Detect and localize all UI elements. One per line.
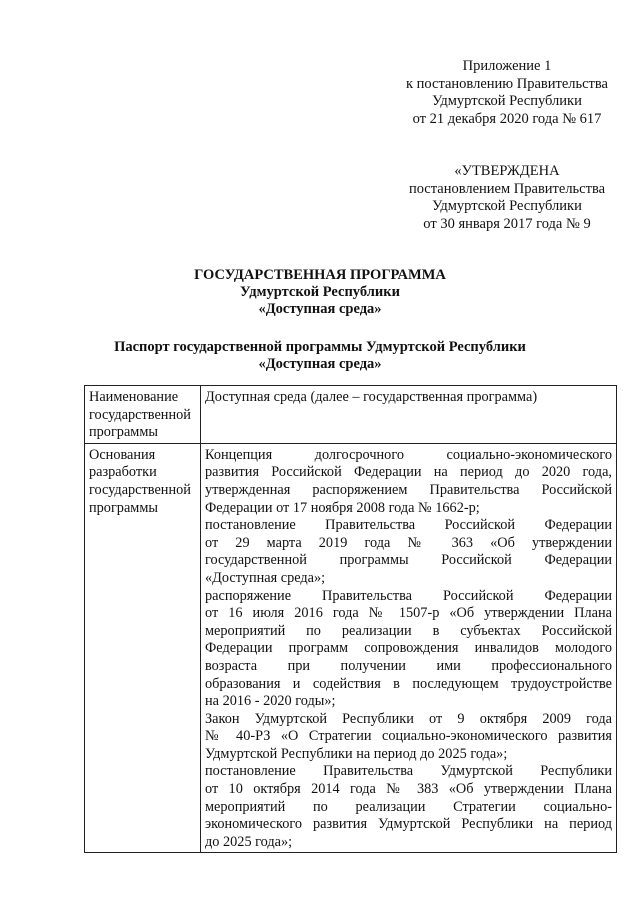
passport-table — [84, 385, 617, 853]
program-title-line-1: ГОСУДАРСТВЕННАЯ ПРОГРАММА — [194, 267, 446, 283]
approved-line-4: от 30 января 2017 года № 9 — [423, 215, 591, 232]
row2-label-line: разработки — [89, 464, 157, 481]
row2-value-line: развития Российской Федерации на период до 2020 года, — [205, 464, 612, 481]
row2-value-line: «Доступная среда»; — [205, 569, 326, 586]
row2-value-line: № 40-РЗ «О Стратегии социально-экономического развития — [205, 728, 612, 745]
row2-value-line: Федерации программ сопровождения инвалидов молодого — [205, 640, 612, 657]
row2-value-line: постановление Правительства Российской Федерации — [205, 517, 612, 534]
row2-value-line: Концепция долгосрочного социально-экономического — [205, 446, 612, 463]
row2-label-line: государственной — [89, 481, 191, 498]
appendix-line-3: Удмуртской Республики — [432, 93, 582, 109]
row-label-program-name — [85, 386, 201, 444]
approval-stamp — [392, 163, 622, 233]
row2-value-line: утвержденная распоряжением Правительства Российской — [205, 481, 612, 498]
program-title — [0, 267, 640, 318]
appendix-line-1: Приложение 1 — [462, 58, 552, 74]
appendix-line-4: от 21 декабря 2020 года № 617 — [412, 110, 602, 127]
program-title-line-3: «Доступная среда» — [258, 301, 382, 317]
row1-label-line: программы — [89, 424, 159, 441]
row2-value-line: экономического развития Удмуртской Республики на период — [205, 816, 612, 833]
row2-value-line: мероприятий по реализации Стратегии социально- — [205, 798, 612, 815]
row-label-development-basis — [85, 443, 201, 853]
passport-title-line-1: Паспорт государственной программы Удмуртской Республики — [114, 339, 526, 355]
row2-value-line: распоряжение Правительства Российской Федерации — [205, 587, 612, 604]
passport-title-line-2: «Доступная среда» — [258, 356, 382, 372]
approved-line-1: «УТВЕРЖДЕНА — [454, 163, 560, 179]
row2-value-line: до 2025 года»; — [205, 833, 293, 850]
row2-value-line: государственной программы Российской Федерации — [205, 552, 612, 569]
row2-label-line: Основания — [89, 446, 156, 463]
program-title-line-2: Удмуртской Республики — [240, 284, 400, 300]
row2-value-line: возраста при получении ими профессионального — [205, 657, 612, 674]
table-row — [85, 386, 617, 444]
row1-label-line: государственной — [89, 406, 191, 423]
appendix-line-2: к постановлению Правительства — [406, 75, 608, 92]
row2-value-line: от 29 марта 2019 года № 363 «Об утверждении — [205, 534, 612, 551]
row2-value-line: постановление Правительства Удмуртской Республики — [205, 763, 612, 780]
approved-line-2: постановлением Правительства — [408, 180, 606, 197]
approved-line-3: Удмуртской Республики — [432, 198, 582, 214]
row2-value-line: образования и содействия в последующем трудоустройстве — [205, 675, 612, 692]
row-value-development-basis — [201, 443, 617, 853]
appendix-header — [392, 58, 622, 128]
row2-value-line: Удмуртской Республики на период до 2025 года»; — [205, 745, 508, 762]
row2-value-line: на 2016 - 2020 годы»; — [205, 693, 336, 710]
row1-value-line: Доступная среда (далее – государственная программа) — [205, 389, 538, 405]
row1-label-line: Наименование — [89, 389, 179, 405]
row2-value-line: от 16 июля 2016 года № 1507-р «Об утверждении Плана — [205, 605, 612, 622]
row2-value-line: Закон Удмуртской Республики от 9 октября 2009 года — [205, 710, 612, 727]
row-value-program-name — [201, 386, 617, 444]
row2-value-line: от 10 октября 2014 года № 383 «Об утверждении Плана — [205, 781, 612, 798]
row2-value-line: Федерации от 17 ноября 2008 года № 1662-р; — [205, 499, 480, 516]
table-row — [85, 443, 617, 853]
row2-value-line: мероприятий по реализации в субъектах Российской — [205, 622, 612, 639]
passport-title — [0, 339, 640, 373]
row2-label-line: программы — [89, 499, 159, 516]
